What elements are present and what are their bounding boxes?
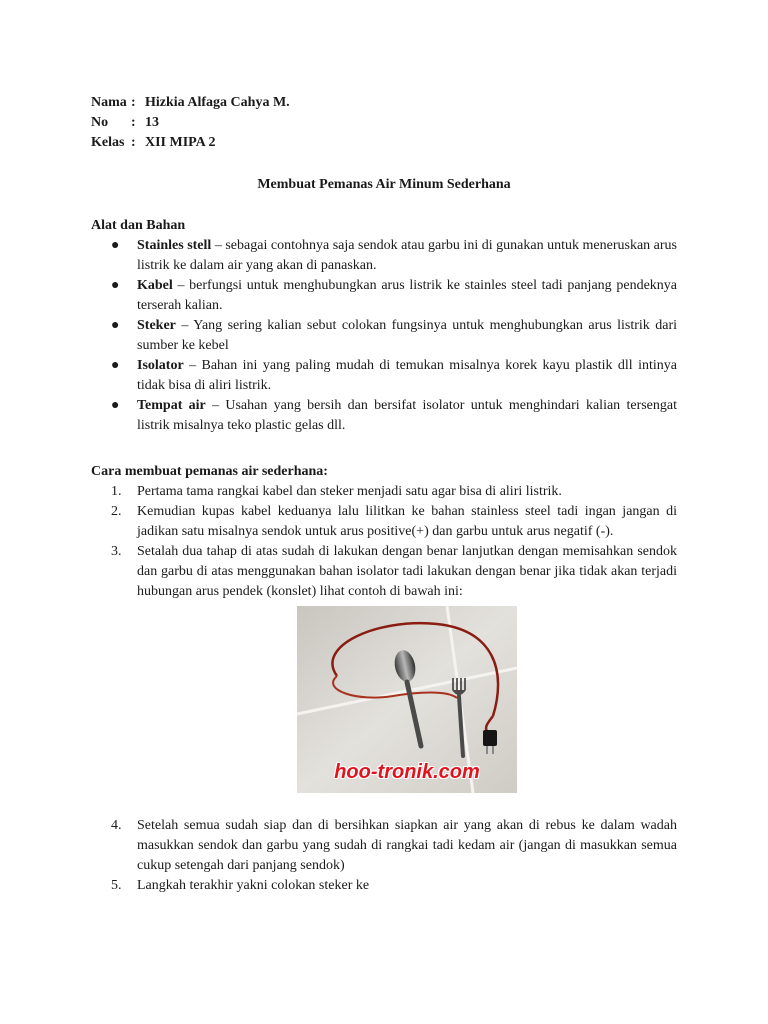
list-item bbox=[91, 396, 677, 436]
info-value: Hizkia Alfaga Cahya M. bbox=[145, 95, 290, 110]
info-colon: : bbox=[131, 95, 136, 110]
list-item bbox=[91, 356, 677, 396]
tool-description: – Yang sering kalian sebut colokan fungsinya untuk menghubungkan arus listrik dari sumber ke kebel bbox=[137, 318, 677, 353]
list-item bbox=[91, 276, 677, 316]
list-item bbox=[91, 482, 677, 502]
step-text: Kemudian kupas kabel keduanya lalu lilitkan ke bahan stainless steel tadi ingan jangan di jadikan satu misalnya sendok untuk arus positive(+) dan garbu untuk arus negatif (-). bbox=[137, 504, 677, 539]
step-number: 3. bbox=[111, 544, 122, 559]
tool-description: – berfungsi untuk menghubungkan arus listrik ke stainles steel tadi panjang pendeknya terserah kalian. bbox=[137, 278, 677, 313]
info-colon: : bbox=[131, 115, 136, 130]
spoon-fork-wire-photo bbox=[297, 606, 517, 793]
info-label: No bbox=[91, 115, 109, 130]
step-number: 5. bbox=[111, 878, 122, 893]
info-colon: : bbox=[131, 135, 136, 150]
photo-watermark: hoo-tronik.com bbox=[334, 761, 480, 783]
step-text: Setelah semua sudah siap dan di bersihkan siapkan air yang akan di rebus ke dalam wadah masukkan sendok dan garbu yang sudah di rangkai tadi kedam air (jangan di masukkan semua cukup setengah dari panjang sendok) bbox=[137, 818, 677, 873]
tool-term: Kabel bbox=[137, 278, 173, 293]
step-number: 1. bbox=[111, 484, 122, 499]
list-item bbox=[91, 876, 677, 896]
info-value: XII MIPA 2 bbox=[145, 135, 216, 150]
tool-description: – Usahan yang bersih dan bersifat isolator untuk menghindari kalian tersengat listrik misalnya teko plastic gelas dll. bbox=[137, 398, 677, 433]
steps-heading: Cara membuat pemanas air sederhana: bbox=[91, 464, 328, 479]
list-item bbox=[91, 542, 677, 602]
tool-description: – sebagai contohnya saja sendok atau garbu ini di gunakan untuk meneruskan arus listrik ke dalam air yang akan di panaskan. bbox=[137, 238, 678, 273]
info-row-name bbox=[91, 93, 290, 113]
step-number: 4. bbox=[111, 818, 122, 833]
list-item bbox=[91, 236, 677, 276]
bullet-icon: ● bbox=[111, 358, 120, 373]
tool-term: Stainles stell bbox=[137, 238, 212, 253]
steps-list-part1 bbox=[91, 482, 677, 602]
tools-heading: Alat dan Bahan bbox=[91, 218, 186, 233]
bullet-icon: ● bbox=[111, 398, 120, 413]
step-text: Langkah terakhir yakni colokan steker ke bbox=[137, 878, 370, 893]
list-item bbox=[91, 316, 677, 356]
student-info bbox=[91, 93, 290, 153]
tool-term: Steker bbox=[137, 318, 176, 333]
tool-term: Isolator bbox=[137, 358, 184, 373]
document-title: Membuat Pemanas Air Minum Sederhana bbox=[257, 177, 511, 192]
tool-term: Tempat air bbox=[137, 398, 206, 413]
info-row-number bbox=[91, 113, 290, 133]
info-row-class bbox=[91, 133, 290, 153]
info-label: Nama bbox=[91, 95, 127, 110]
bullet-icon: ● bbox=[111, 238, 120, 253]
tools-list bbox=[91, 236, 677, 436]
list-item bbox=[91, 502, 677, 542]
step-number: 2. bbox=[111, 504, 122, 519]
step-text: Setalah dua tahap di atas sudah di lakukan dengan benar lanjutkan dengan memisahkan sendok dan garbu di atas menggunakan bahan isolator tadi lakukan dengan benar jika tidak akan terjadi hubungan arus pendek (konslet) lihat contoh di bawah ini: bbox=[137, 544, 677, 599]
info-label: Kelas bbox=[91, 135, 125, 150]
bullet-icon: ● bbox=[111, 318, 120, 333]
tool-description: – Bahan ini yang paling mudah di temukan misalnya korek kayu plastik dll intinya tidak bisa di aliri listrik. bbox=[137, 358, 677, 393]
list-item bbox=[91, 816, 677, 876]
bullet-icon: ● bbox=[111, 278, 120, 293]
step-text: Pertama tama rangkai kabel dan steker menjadi satu agar bisa di aliri listrik. bbox=[137, 484, 562, 499]
steps-list-part2 bbox=[91, 816, 677, 896]
info-value: 13 bbox=[145, 115, 159, 130]
